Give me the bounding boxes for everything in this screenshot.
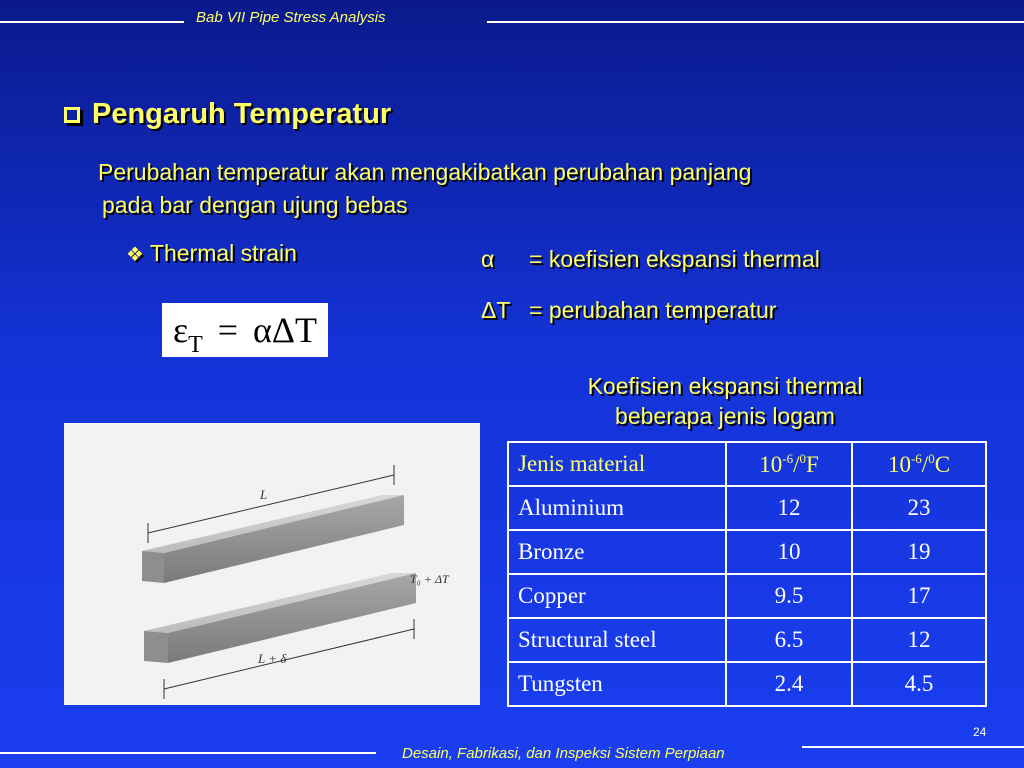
thermal-strain-item bbox=[126, 240, 297, 267]
paragraph-line-1: Perubahan temperatur akan mengakibatkan perubahan panjang bbox=[98, 159, 752, 185]
figure-label-t2: T₀ + ΔT bbox=[410, 572, 449, 586]
footer-title: Desain, Fabrikasi, dan Inspeksi Sistem Perpiaan bbox=[402, 745, 725, 762]
table-row bbox=[508, 662, 986, 706]
cell-value-c: 17 bbox=[852, 574, 986, 618]
definition-delta-t bbox=[481, 297, 776, 324]
table-title bbox=[540, 371, 910, 431]
bar-expansion-illustration bbox=[64, 423, 480, 705]
bar2-end-face bbox=[144, 631, 168, 663]
header-unit-f: $10^{-6}/^0F$ bbox=[726, 442, 852, 486]
header-unit-c: $10^{-6}/^0C$ bbox=[852, 442, 986, 486]
definition-symbol: α bbox=[481, 246, 495, 272]
cell-value-c: 23 bbox=[852, 486, 986, 530]
cell-material: Aluminium bbox=[508, 486, 726, 530]
diamond-bullet-icon: ❖ bbox=[126, 244, 144, 266]
header-title: Bab VII Pipe Stress Analysis bbox=[196, 9, 386, 26]
cell-value-f: 9.5 bbox=[726, 574, 852, 618]
footer-rule-left bbox=[0, 752, 376, 754]
formula-equals: = bbox=[217, 310, 239, 350]
definition-alpha bbox=[481, 246, 820, 273]
table-title-line-2: beberapa jenis logam bbox=[615, 403, 835, 429]
definition-symbol: ΔT bbox=[481, 297, 511, 323]
cell-value-c: 19 bbox=[852, 530, 986, 574]
cell-value-c: 4.5 bbox=[852, 662, 986, 706]
formula-rhs: αΔT bbox=[253, 310, 318, 350]
cell-value-f: 6.5 bbox=[726, 618, 852, 662]
footer-rule-right bbox=[802, 746, 1024, 748]
thermal-expansion-table bbox=[507, 441, 987, 707]
thermal-strain-label: Thermal strain bbox=[149, 240, 297, 266]
header-rule-left bbox=[0, 21, 184, 23]
definition-text: = koefisien ekspansi thermal bbox=[529, 246, 820, 272]
table-row bbox=[508, 530, 986, 574]
checkbox-bullet-icon bbox=[64, 107, 80, 123]
table-row bbox=[508, 574, 986, 618]
paragraph-line-2: pada bar dengan ujung bebas bbox=[102, 192, 408, 218]
section-heading bbox=[64, 98, 391, 131]
table-title-line-1: Koefisien ekspansi thermal bbox=[587, 373, 863, 399]
cell-material: Copper bbox=[508, 574, 726, 618]
page-number: 24 bbox=[973, 725, 987, 739]
table-row bbox=[508, 618, 986, 662]
heading-text: Pengaruh Temperatur bbox=[92, 98, 392, 130]
intro-paragraph bbox=[98, 156, 938, 222]
cell-material: Bronze bbox=[508, 530, 726, 574]
header-material: Jenis material bbox=[508, 442, 726, 486]
thermal-strain-formula bbox=[162, 303, 328, 357]
cell-value-f: 12 bbox=[726, 486, 852, 530]
cell-value-c: 12 bbox=[852, 618, 986, 662]
figure-label-length: L bbox=[260, 487, 268, 502]
definition-text: = perubahan temperatur bbox=[529, 297, 777, 323]
table-header-row bbox=[508, 442, 986, 486]
formula-epsilon: ε bbox=[172, 310, 189, 350]
cell-value-f: 2.4 bbox=[726, 662, 852, 706]
thermal-expansion-figure bbox=[64, 423, 480, 705]
figure-label-length-delta: L + δ bbox=[258, 651, 287, 666]
header-rule-right bbox=[487, 21, 1024, 23]
cell-value-f: 10 bbox=[726, 530, 852, 574]
cell-material: Tungsten bbox=[508, 662, 726, 706]
table-row bbox=[508, 486, 986, 530]
cell-material: Structural steel bbox=[508, 618, 726, 662]
formula-subscript: T bbox=[188, 332, 203, 358]
bar-end-face bbox=[142, 551, 164, 583]
